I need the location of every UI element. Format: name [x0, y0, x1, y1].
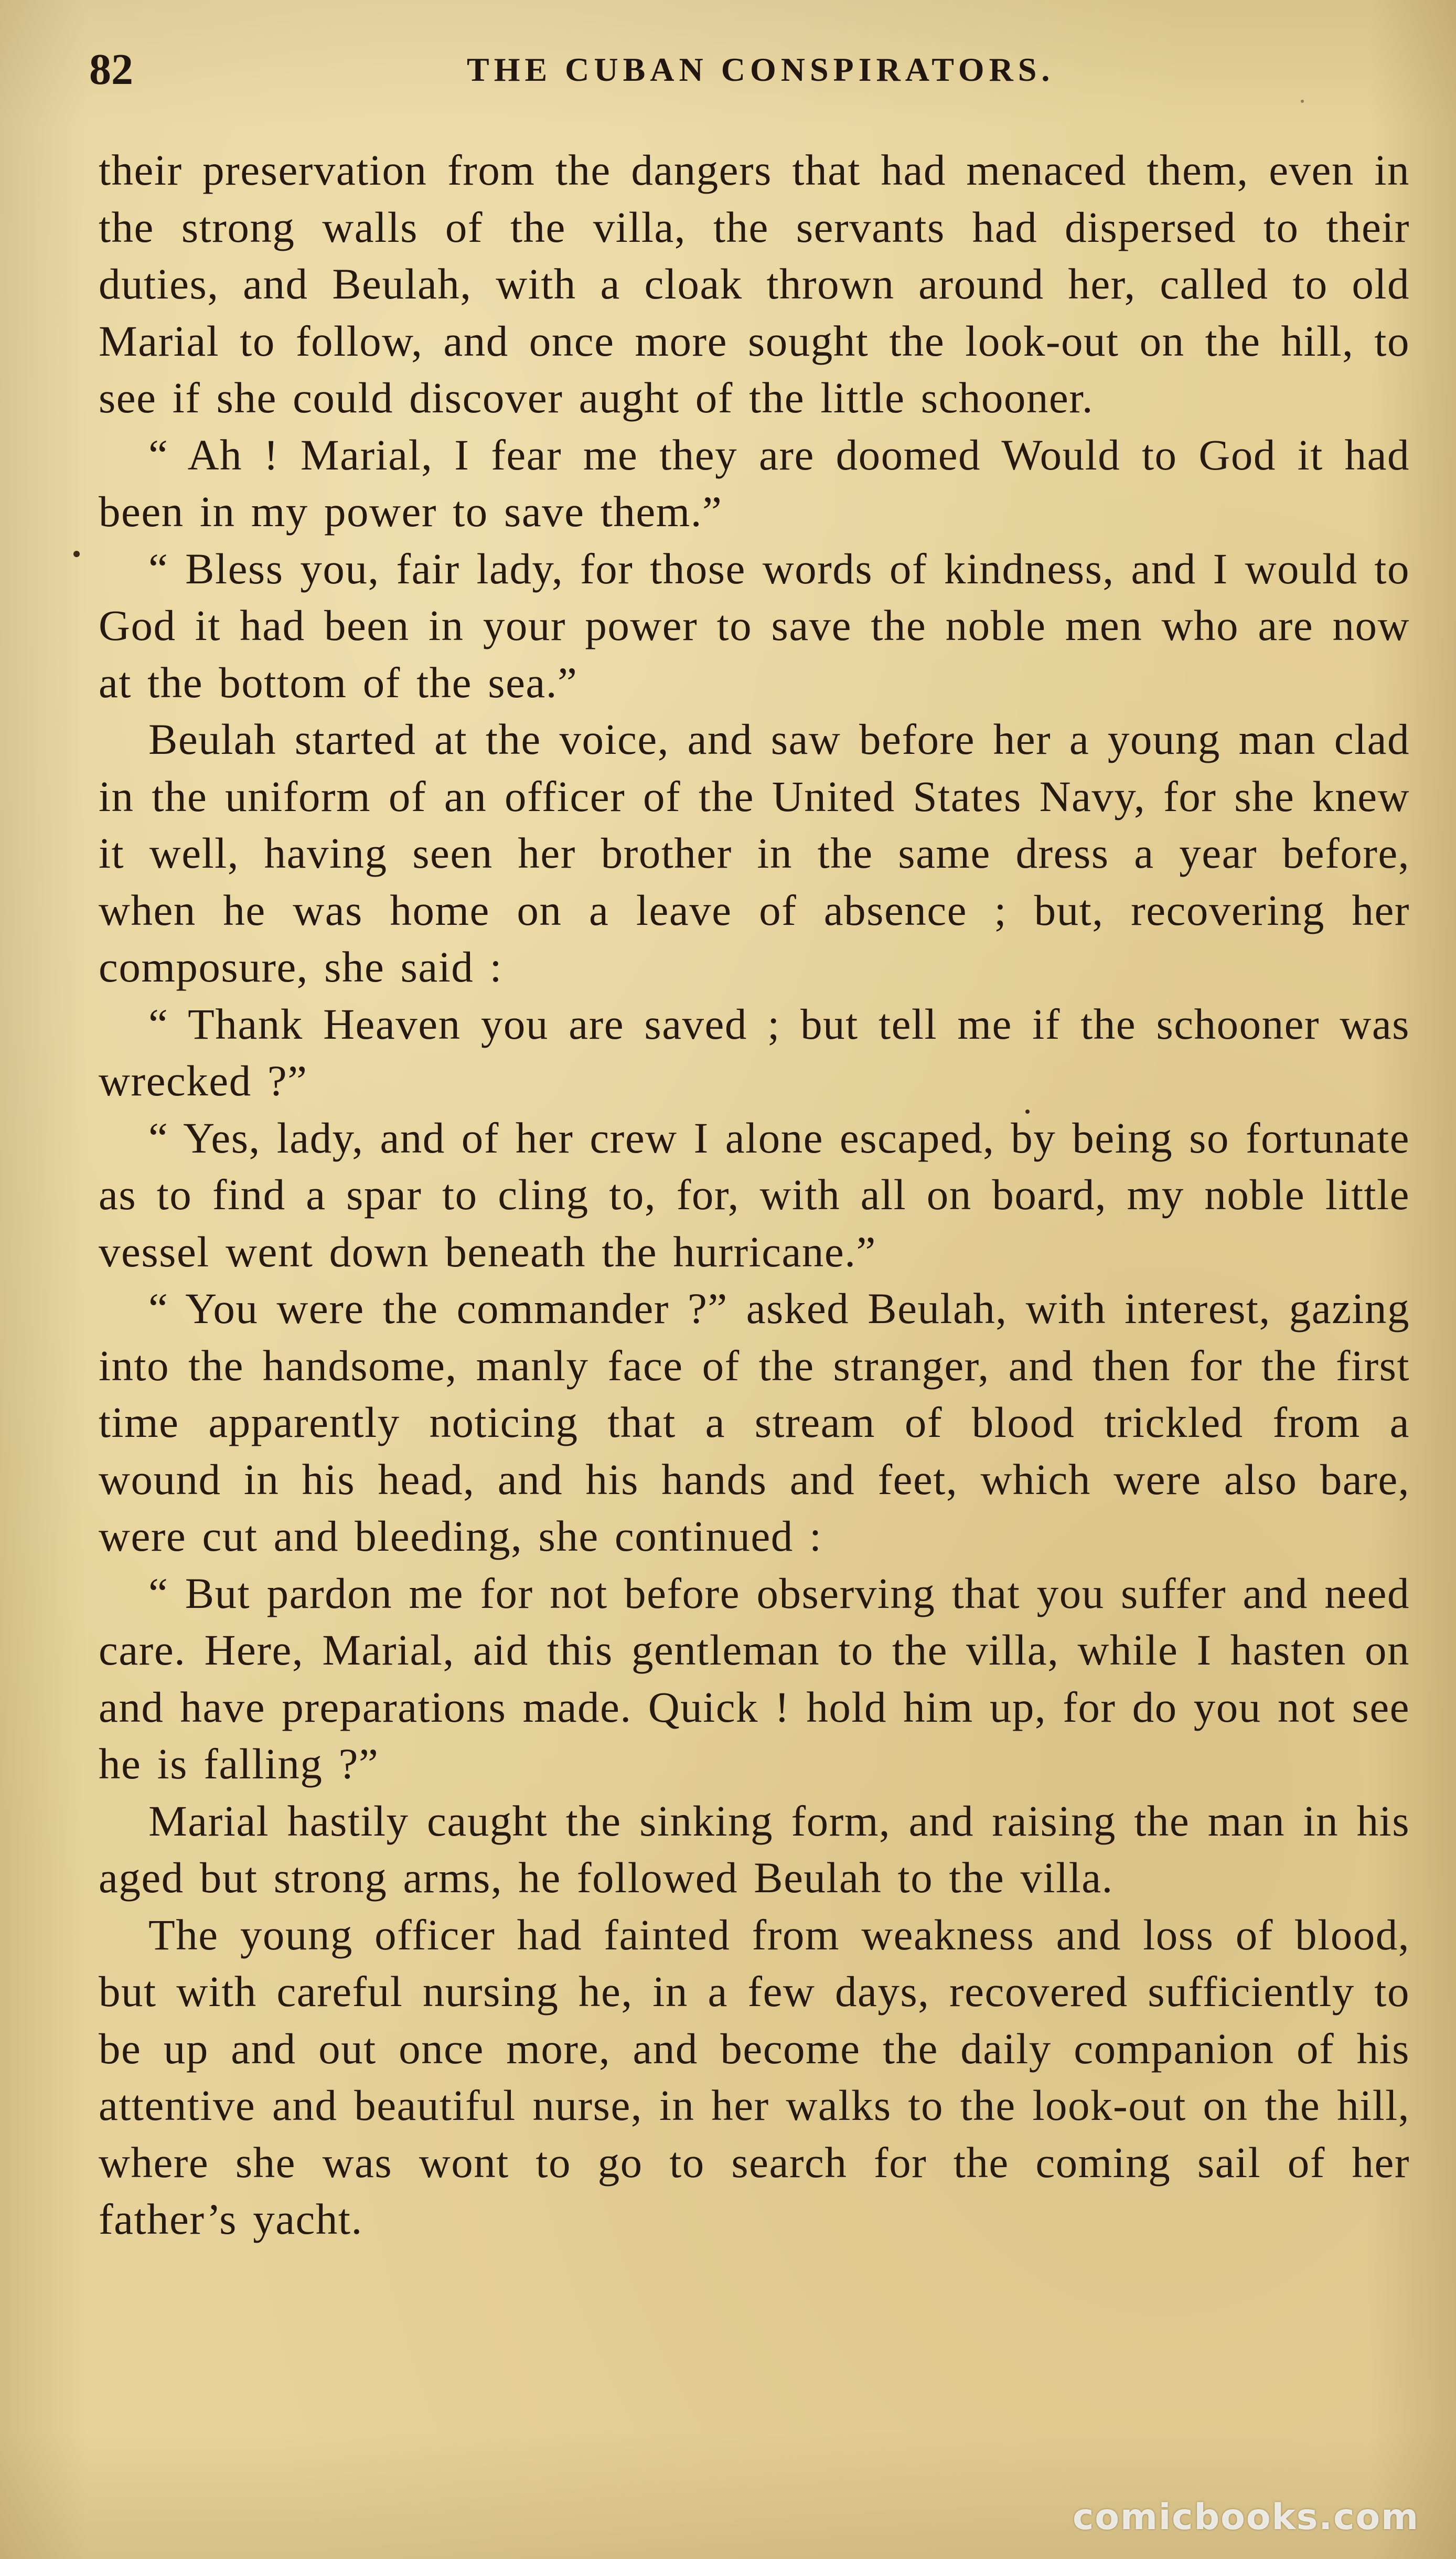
- paragraph: “ Ah ! Marial, I fear me they are doomed Would to God it had been in my power to save them.”: [99, 430, 1410, 536]
- ink-speck: [73, 551, 80, 557]
- paragraph: The young officer had fainted from weakness and loss of blood, but with careful nursing he, in a few days, recovered sufficiently to be up and out once more, and become the daily companion of his attentive and beautiful nurse, in her walks to the look-out on the hill, where she was wont to go to search for the coming sail of her father’s yacht.: [99, 1910, 1410, 2243]
- paragraph: “ You were the commander ?” asked Beulah, with interest, gazing into the handsome, manly face of the stranger, and then for the first time apparently noticing that a stream of blood trickled from a wound in his head, and his hands and feet, which were also bare, were cut and bleeding, she continued :: [99, 1284, 1410, 1560]
- paragraph: their preservation from the dangers that had menaced them, even in the strong walls of the villa, the servants had dispersed to their duties, and Beulah, with a cloak thrown around her, called to old Marial to follow, and once more sought the look-out on the hill, to see if she could discover aught of the little schooner.: [99, 146, 1410, 422]
- paragraph: “ But pardon me for not before observing that you suffer and need care. Here, Marial, aid this gentleman to the villa, while I hasten on and have preparations made. Quick ! hold him up, for do you not see he is falling ?”: [99, 1569, 1410, 1788]
- paragraph: “ Thank Heaven you are saved ; but tell me if the schooner was wrecked ?”: [99, 999, 1410, 1105]
- page-header: [79, 41, 1416, 99]
- paragraph: Marial hastily caught the sinking form, and raising the man in his aged but strong arms, he followed Beulah to the villa.: [99, 1796, 1410, 1902]
- running-title: THE CUBAN CONSPIRATORS.: [467, 51, 1055, 88]
- paragraph: Beulah started at the voice, and saw before her a young man clad in the uniform of an officer of the United States Navy, for she knew it well, having seen her brother in the same dress a year before, when he was home on a leave of absence ; but, recovering her composure, she said :: [99, 715, 1410, 991]
- ink-speck: [1025, 1110, 1030, 1114]
- watermark-logo: comicbooks.com: [1072, 2497, 1419, 2538]
- paragraph: “ Bless you, fair lady, for those words of kindness, and I would to God it had been in your power to save the noble men who are now at the bottom of the sea.”: [99, 544, 1410, 707]
- page-number: 82: [89, 45, 133, 94]
- paragraph: “ Yes, lady, and of her crew I alone escaped, by being so fortunate as to find a spar to cling to, for, with all on board, my noble little vessel went down beneath the hurricane.”: [99, 1113, 1410, 1276]
- ink-speck: [1301, 100, 1304, 103]
- body-text: [99, 142, 1410, 2248]
